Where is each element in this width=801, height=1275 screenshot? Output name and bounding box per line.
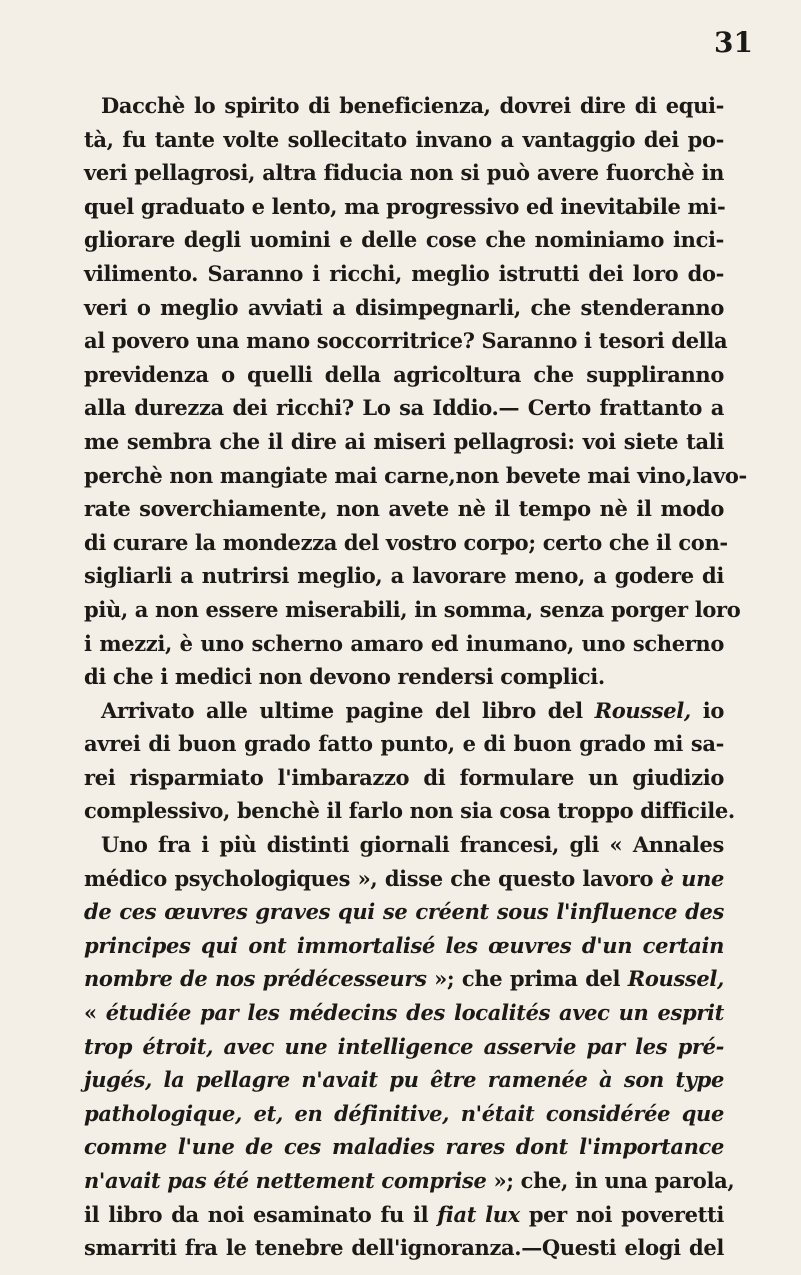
italic-text: de ces œuvres graves qui se créent sous l'influence des xyxy=(84,899,724,925)
text-line xyxy=(84,291,724,325)
text-line xyxy=(84,459,747,493)
text-segment: al povero una mano soccorritrice? Saranno i tesori della xyxy=(84,328,728,354)
text-line xyxy=(84,794,735,828)
text-segment: alla durezza dei ricchi? Lo sa Iddio.— Certo frattanto a xyxy=(84,395,724,421)
text-segment: previdenza o quelli della agricoltura che suppliranno xyxy=(84,361,724,387)
text-segment: gliorare degli uomini e delle cose che nominiamo inci- xyxy=(84,227,724,253)
text-segment: Uno fra i più distinti giornali francesi, gli « Annales xyxy=(101,832,724,858)
text-line xyxy=(84,1130,724,1164)
italic-text: comme l'une de ces maladies rares dont l'importance xyxy=(84,1134,724,1160)
text-segment: i mezzi, è uno scherno amaro ed inumano, uno scherno xyxy=(84,630,724,656)
italic-text: fiat lux xyxy=(437,1201,520,1227)
text-segment: rate soverchiamente, non avete nè il tempo nè il modo xyxy=(84,496,724,522)
text-segment: rei risparmiato l'imbarazzo di formulare un giudizio xyxy=(84,764,724,790)
text-line xyxy=(84,694,724,728)
text-segment: più, a non essere miserabili, in somma, senza porger loro xyxy=(84,596,741,622)
italic-text: trop étroit, avec une intelligence asservie par les pré- xyxy=(84,1033,724,1059)
text-line xyxy=(84,929,724,963)
italic-text: Roussel, xyxy=(627,966,724,992)
text-line xyxy=(84,559,724,593)
text-line xyxy=(84,660,724,694)
text-segment: me sembra che il dire ai miseri pellagrosi: voi siete tali xyxy=(84,428,724,454)
text-line xyxy=(84,761,724,795)
page-number: 31 xyxy=(714,26,753,59)
italic-text: étudiée par les médecins des localités avec un esprit xyxy=(105,1000,724,1026)
text-segment: veri o meglio avviati a disimpegnarli, che stenderanno xyxy=(84,294,724,320)
text-line xyxy=(84,391,724,425)
text-line xyxy=(84,1030,724,1064)
text-segment: »; che, in una parola, xyxy=(486,1168,735,1193)
text-segment: perchè non mangiate mai carne,non bevete mai vino,lavo- xyxy=(84,462,747,488)
text-segment: veri pellagrosi, altra fiducia non si può avere fuorchè in xyxy=(84,160,724,186)
text-line xyxy=(84,828,724,862)
text-line xyxy=(84,996,724,1030)
italic-text: jugés, la pellagre n'avait pu être ramenée à son type xyxy=(84,1067,724,1093)
text-line xyxy=(84,627,724,661)
text-segment: « xyxy=(84,1000,106,1026)
text-line xyxy=(84,1231,724,1265)
text-line xyxy=(84,425,724,459)
text-segment: Arrivato alle ultime pagine del libro del xyxy=(101,697,595,723)
text-line xyxy=(84,1164,735,1198)
text-line xyxy=(84,1097,724,1131)
text-line xyxy=(84,593,741,627)
text-segment: Dacchè lo spirito di beneficienza, dovrei dire di equi- xyxy=(101,93,724,118)
text-line xyxy=(84,123,724,157)
italic-text: n'avait pas été nettement comprise xyxy=(84,1168,487,1193)
text-line xyxy=(84,862,724,896)
italic-text: principes qui ont immortalisé les œuvres d'un certain xyxy=(84,932,724,958)
italic-text: Roussel, xyxy=(594,697,691,723)
text-line xyxy=(84,223,724,257)
text-line xyxy=(84,526,728,560)
text-segment: avrei di buon grado fatto punto, e di buon grado mi sa- xyxy=(84,731,724,757)
text-line xyxy=(84,1063,724,1097)
text-segment: per noi poveretti xyxy=(519,1201,724,1227)
text-line xyxy=(84,895,724,929)
text-line xyxy=(84,1198,724,1232)
text-segment: di che i medici non devono rendersi complici. xyxy=(84,664,605,690)
text-segment: di curare la mondezza del vostro corpo; certo che il con- xyxy=(84,529,728,555)
text-line xyxy=(84,324,728,358)
text-line xyxy=(84,727,724,761)
text-line xyxy=(84,156,724,190)
text-line xyxy=(84,962,724,996)
text-line xyxy=(84,358,724,392)
text-segment: quel graduato e lento, ma progressivo ed inevitabile mi- xyxy=(84,193,726,219)
text-line xyxy=(84,492,724,526)
text-segment: io xyxy=(690,697,724,723)
text-segment: tà, fu tante volte sollecitato invano a vantaggio dei po- xyxy=(84,126,724,152)
text-line xyxy=(84,190,724,224)
text-segment: il libro da noi esaminato fu il xyxy=(84,1201,438,1227)
text-segment: sigliarli a nutrirsi meglio, a lavorare meno, a godere di xyxy=(84,563,724,589)
italic-text: nombre de nos prédécesseurs xyxy=(84,966,427,992)
text-segment: smarriti fra le tenebre dell'ignoranza.—Questi elogi del xyxy=(84,1235,724,1261)
text-segment: »; che prima del xyxy=(426,966,628,992)
text-segment: complessivo, benchè il farlo non sia cosa troppo difficile. xyxy=(84,798,735,824)
italic-text: pathologique, et, en définitive, n'était considérée que xyxy=(84,1100,724,1126)
italic-text: è une xyxy=(660,865,725,891)
text-segment: médico psychologiques », disse che questo lavoro xyxy=(84,865,661,891)
body-text xyxy=(84,89,747,1265)
text-line xyxy=(84,89,724,123)
text-segment: vilimento. Saranno i ricchi, meglio istrutti dei loro do- xyxy=(84,260,724,286)
text-line xyxy=(84,257,724,291)
